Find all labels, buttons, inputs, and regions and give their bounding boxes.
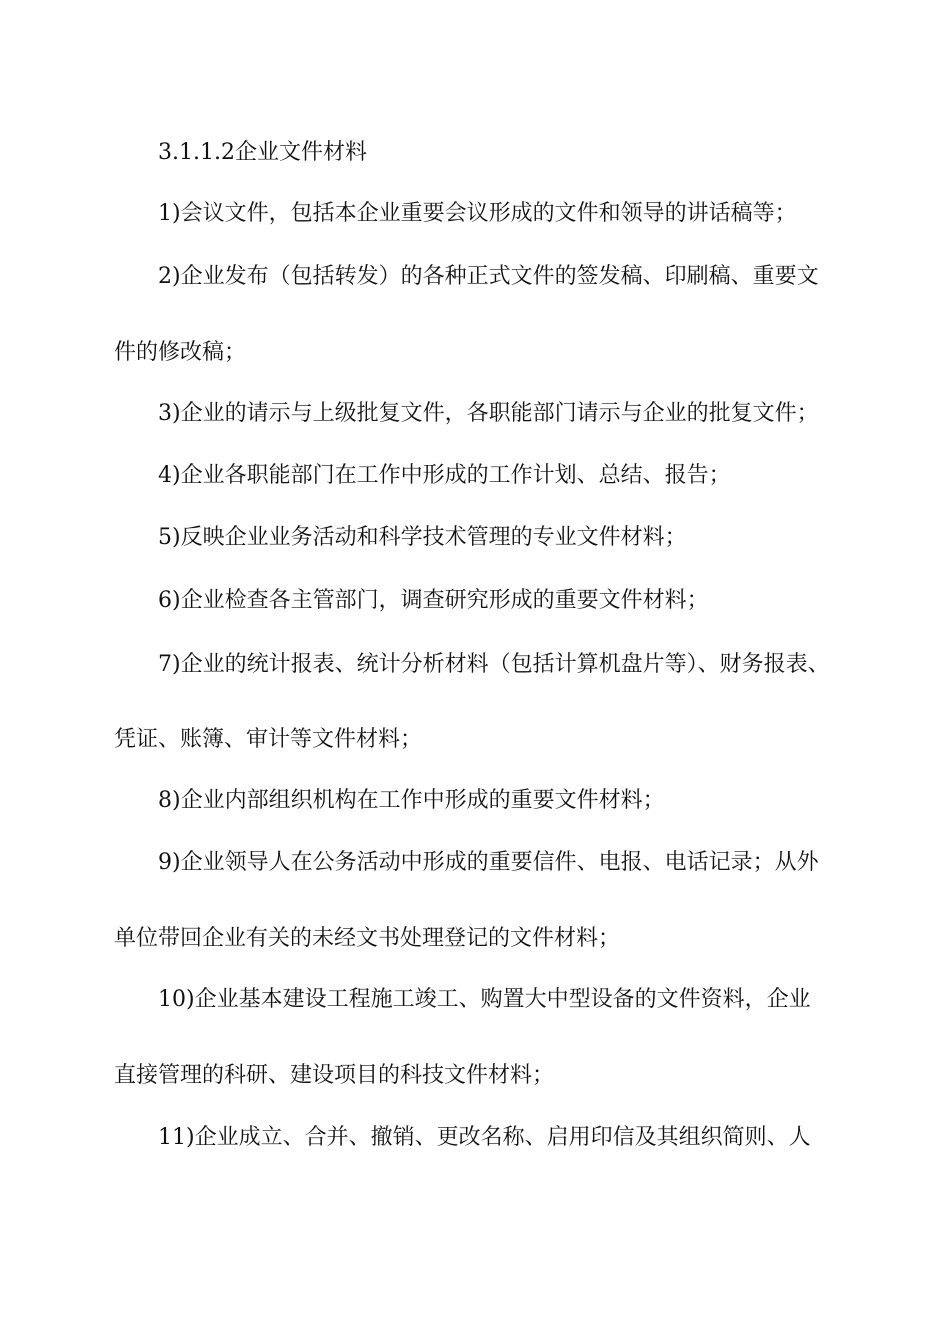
list-item: 3)企业的请示与上级批复文件，各职能部门请示与企业的批复文件； xyxy=(158,401,819,426)
list-item: 11)企业成立、合并、撤销、更改名称、启用印信及其组织简则、人 xyxy=(158,1125,811,1150)
list-item: 5)反映企业业务活动和科学技术管理的专业文件材料； xyxy=(158,525,687,550)
list-item: 8)企业内部组织机构在工作中形成的重要文件材料； xyxy=(158,788,665,813)
list-item: 2)企业发布（包括转发）的各种正式文件的签发稿、印刷稿、重要文 xyxy=(158,264,819,289)
list-item-continuation: 凭证、账簿、审计等文件材料； xyxy=(114,727,423,752)
list-item: 4)企业各职能部门在工作中形成的工作计划、总结、报告； xyxy=(158,463,731,488)
list-item: 9)企业领导人在公务活动中形成的重要信件、电报、电话记录；从外 xyxy=(158,850,819,875)
list-item: 7)企业的统计报表、统计分析材料（包括计算机盘片等）、财务报表、 xyxy=(158,652,830,677)
list-item-continuation: 单位带回企业有关的未经文书处理登记的文件材料； xyxy=(114,926,621,951)
section-heading: 3.1.1.2企业文件材料 xyxy=(158,140,367,165)
list-item: 1)会议文件，包括本企业重要会议形成的文件和领导的讲话稿等； xyxy=(158,201,797,226)
list-item-continuation: 直接管理的科研、建设项目的科技文件材料； xyxy=(114,1063,555,1088)
list-item-continuation: 件的修改稿； xyxy=(114,340,247,365)
list-item: 10)企业基本建设工程施工竣工、购置大中型设备的文件资料，企业 xyxy=(158,987,811,1012)
list-item: 6)企业检查各主管部门，调查研究形成的重要文件材料； xyxy=(158,588,709,613)
